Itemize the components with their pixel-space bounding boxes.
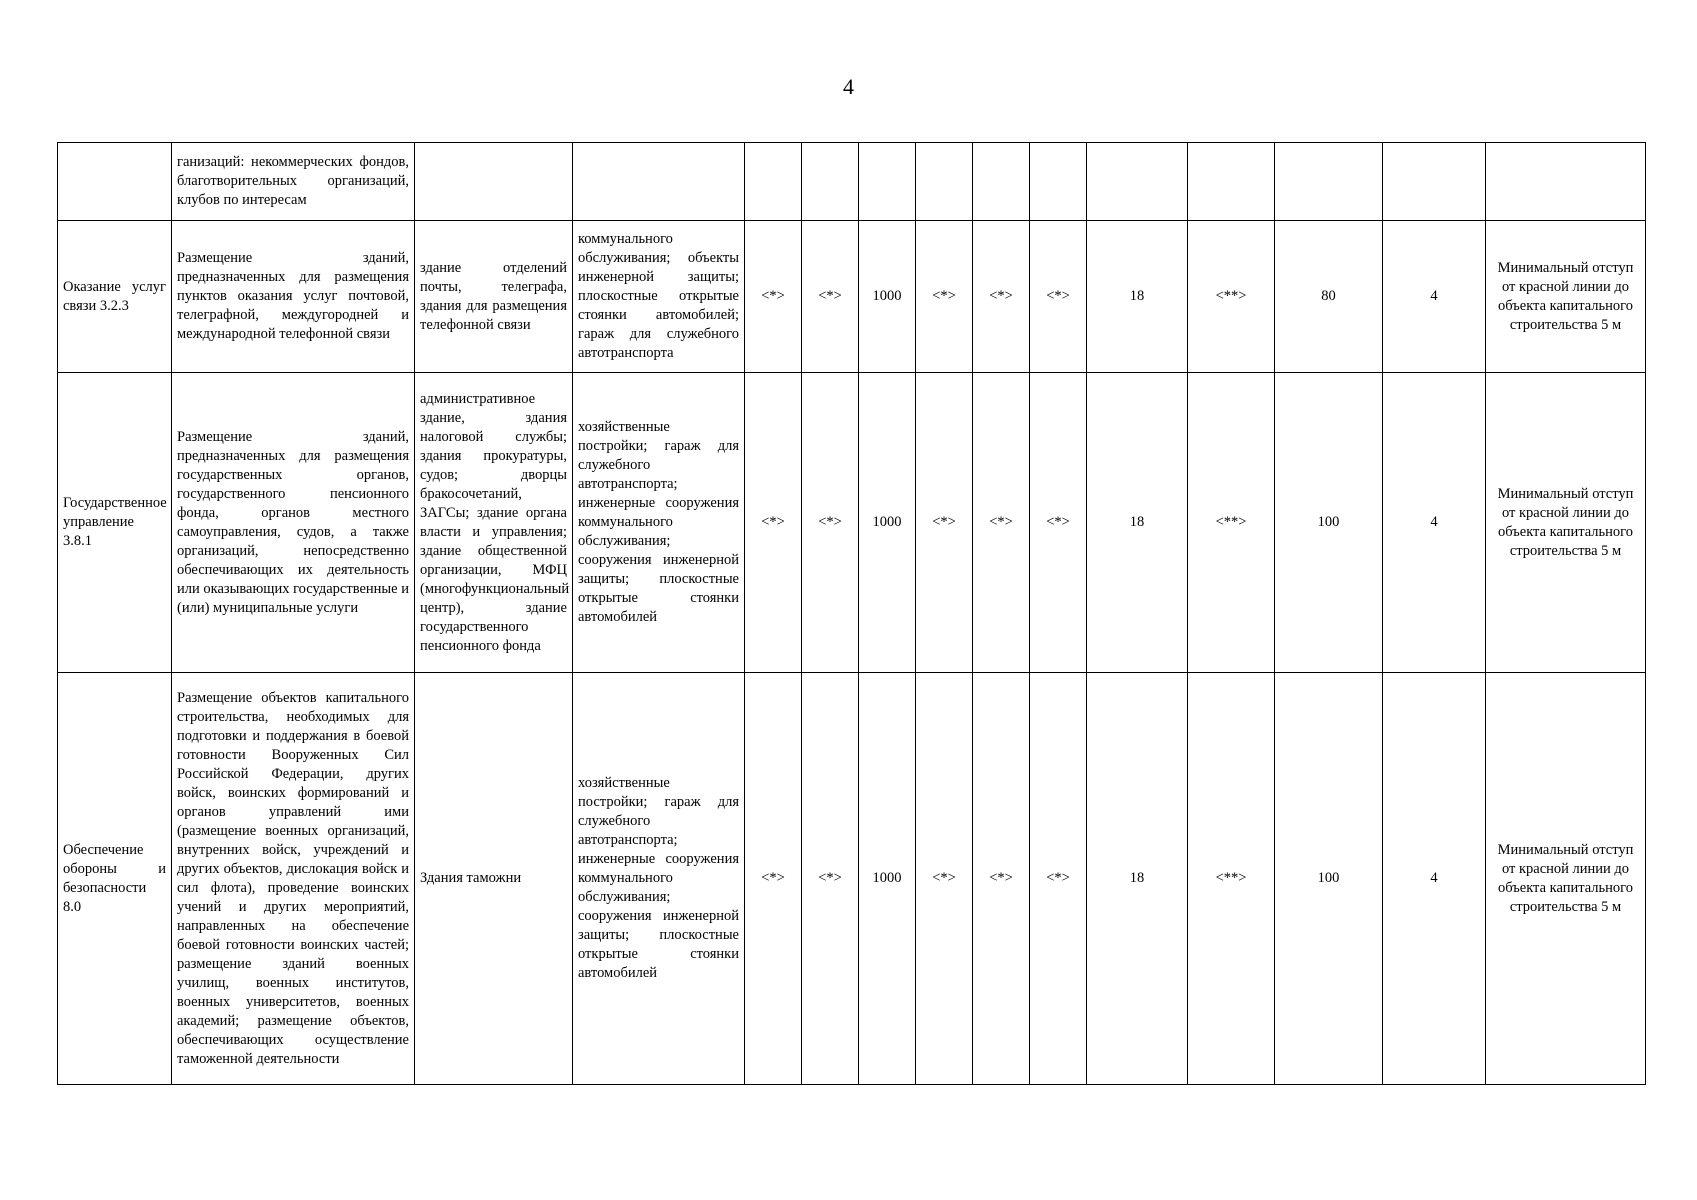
cell-param-7: 1000 <box>859 221 916 373</box>
cell-param-13: 100 <box>1275 673 1383 1085</box>
cell-param-10: <*> <box>1030 373 1087 673</box>
cell-param-10: <*> <box>1030 221 1087 373</box>
cell-main-objects: здание отделений почты, телеграфа, здания для размещения телефонной связи <box>415 221 573 373</box>
cell-param-9 <box>973 143 1030 221</box>
cell-param-14 <box>1383 143 1486 221</box>
table-row <box>58 143 1646 221</box>
table-row <box>58 373 1646 673</box>
cell-param-9: <*> <box>973 673 1030 1085</box>
cell-param-11: 18 <box>1087 221 1188 373</box>
cell-param-12: <**> <box>1188 373 1275 673</box>
cell-param-14: 4 <box>1383 373 1486 673</box>
cell-param-13 <box>1275 143 1383 221</box>
cell-param-12: <**> <box>1188 673 1275 1085</box>
table-row <box>58 673 1646 1085</box>
cell-use-description: ганизаций: некоммерческих фондов, благотворительных организаций, клубов по интересам <box>172 143 415 221</box>
cell-param-14: 4 <box>1383 673 1486 1085</box>
cell-notes: Минимальный отступ от красной линии до объекта капитального строительства 5 м <box>1486 373 1646 673</box>
page-number: 4 <box>843 74 854 99</box>
cell-param-5: <*> <box>745 221 802 373</box>
cell-param-8 <box>916 143 973 221</box>
cell-param-14: 4 <box>1383 221 1486 373</box>
cell-main-objects: административное здание, здания налоговой службы; здания прокуратуры, судов; дворцы бракосочетаний, ЗАГСы; здание органа власти и управления; здание общественной организации, МФЦ (многофункциональный центр), здание государственного пенсионного фонда <box>415 373 573 673</box>
cell-param-10: <*> <box>1030 673 1087 1085</box>
cell-auxiliary-objects: хозяйственные постройки; гараж для служебного автотранспорта; инженерные сооружения коммунального обслуживания; сооружения инженерной защиты; плоскостные открытые стоянки автомобилей <box>573 373 745 673</box>
zoning-regulations-table <box>57 142 1646 1085</box>
cell-param-7: 1000 <box>859 673 916 1085</box>
cell-param-7: 1000 <box>859 373 916 673</box>
cell-param-13: 80 <box>1275 221 1383 373</box>
cell-param-5: <*> <box>745 373 802 673</box>
cell-param-8: <*> <box>916 673 973 1085</box>
cell-param-12: <**> <box>1188 221 1275 373</box>
cell-auxiliary-objects: хозяйственные постройки; гараж для служебного автотранспорта; инженерные сооружения коммунального обслуживания; сооружения инженерной защиты; плоскостные открытые стоянки автомобилей <box>573 673 745 1085</box>
cell-notes <box>1486 143 1646 221</box>
cell-notes: Минимальный отступ от красной линии до объекта капитального строительства 5 м <box>1486 673 1646 1085</box>
cell-param-12 <box>1188 143 1275 221</box>
cell-permitted-use-name: Государственное управление 3.8.1 <box>58 373 172 673</box>
cell-param-8: <*> <box>916 373 973 673</box>
cell-param-8: <*> <box>916 221 973 373</box>
cell-param-13: 100 <box>1275 373 1383 673</box>
cell-param-6: <*> <box>802 673 859 1085</box>
table-row <box>58 221 1646 373</box>
cell-param-9: <*> <box>973 221 1030 373</box>
cell-use-description: Размещение объектов капитального строительства, необходимых для подготовки и поддержания в боевой готовности Вооруженных Сил Российской Федерации, других войск, воинских формирований и органов управлений ими (размещение военных организаций, внутренних войск, учреждений и других объектов, дислокация войск и сил флота), проведение воинских учений и других мероприятий, направленных на обеспечение боевой готовности воинских частей; размещение зданий военных училищ, военных институтов, военных университетов, военных академий; размещение объектов, обеспечивающих осуществление таможенной деятельности <box>172 673 415 1085</box>
cell-param-11: 18 <box>1087 673 1188 1085</box>
cell-auxiliary-objects: коммунального обслуживания; объекты инженерной защиты; плоскостные открытые стоянки автомобилей; гараж для служебного автотранспорта <box>573 221 745 373</box>
cell-param-11: 18 <box>1087 373 1188 673</box>
cell-main-objects <box>415 143 573 221</box>
cell-permitted-use-name: Обеспечение обороны и безопасности 8.0 <box>58 673 172 1085</box>
cell-param-5: <*> <box>745 673 802 1085</box>
cell-param-6: <*> <box>802 221 859 373</box>
cell-use-description: Размещение зданий, предназначенных для размещения пунктов оказания услуг почтовой, телеграфной, междугородней и международной телефонной связи <box>172 221 415 373</box>
cell-notes: Минимальный отступ от красной линии до объекта капитального строительства 5 м <box>1486 221 1646 373</box>
cell-param-5 <box>745 143 802 221</box>
cell-param-11 <box>1087 143 1188 221</box>
cell-param-7 <box>859 143 916 221</box>
cell-main-objects: Здания таможни <box>415 673 573 1085</box>
cell-param-6: <*> <box>802 373 859 673</box>
cell-permitted-use-name <box>58 143 172 221</box>
cell-param-10 <box>1030 143 1087 221</box>
cell-auxiliary-objects <box>573 143 745 221</box>
cell-param-9: <*> <box>973 373 1030 673</box>
cell-use-description: Размещение зданий, предназначенных для размещения государственных органов, государственного пенсионного фонда, органов местного самоуправления, судов, а также организаций, непосредственно обеспечивающих их деятельность или оказывающих государственные и (или) муниципальные услуги <box>172 373 415 673</box>
cell-permitted-use-name: Оказание услуг связи 3.2.3 <box>58 221 172 373</box>
cell-param-6 <box>802 143 859 221</box>
